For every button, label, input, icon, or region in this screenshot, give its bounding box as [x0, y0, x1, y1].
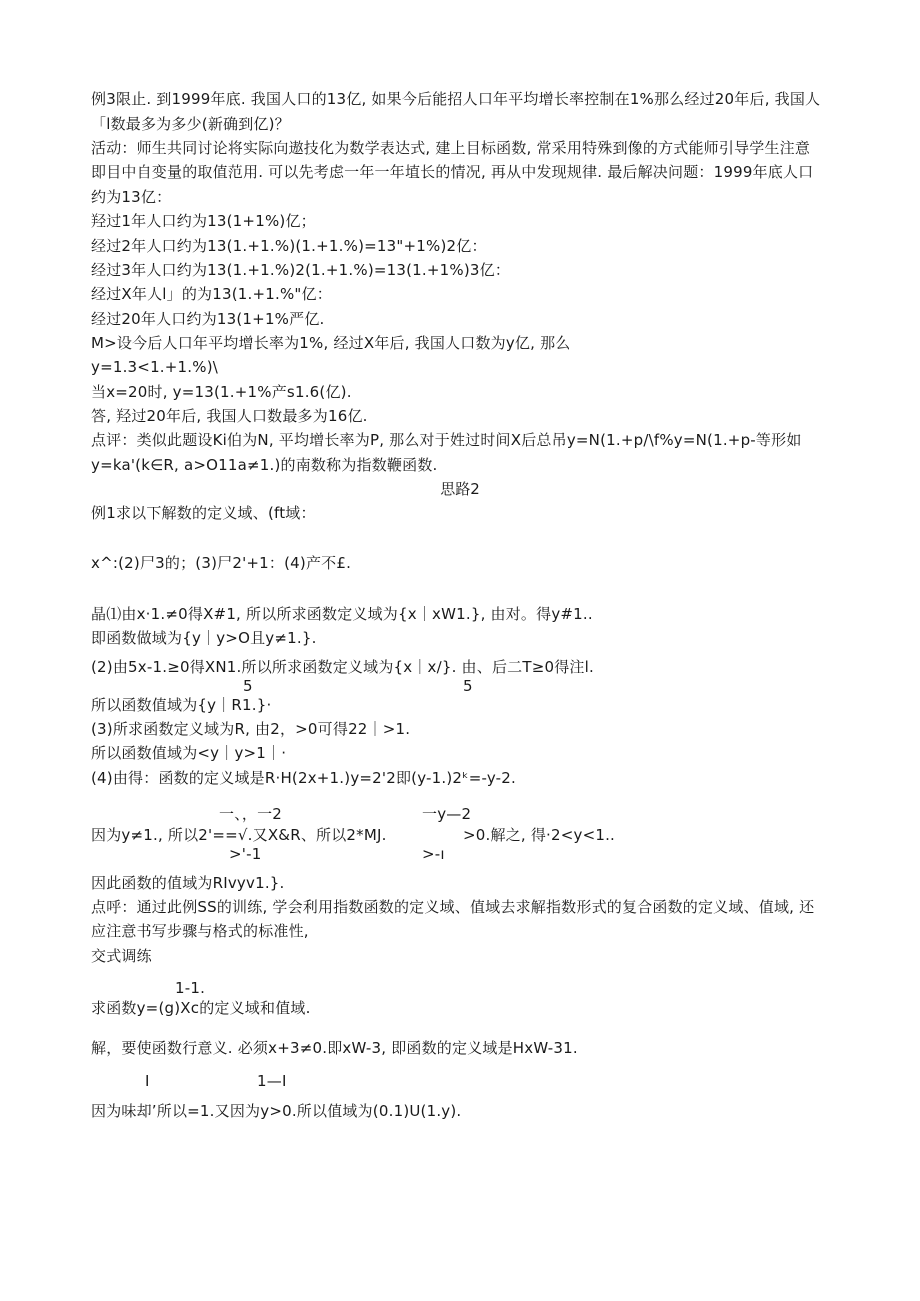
fraction-denominator: 5 [463, 677, 473, 695]
text-line: (3)所求函数定义域为R, 由2，>0可得22｜>1. [91, 720, 411, 738]
text-line: 羟过1年人口约为13(1+1%)亿； [91, 212, 316, 230]
text-line: 解，要使函数行意义. 必须x+3≠0.即xW-3, 即函数的定义域是HxW-31. [91, 1039, 578, 1057]
text-line: 点呼：通过此例SS的训练, 学会利用指数函数的定义域、值域去求解指数形式的复合函数的定义域、值域, 还 [91, 898, 815, 916]
text-line: 晶⑴由x·1.≠0得X#1, 所以所求函数定义域为{x｜xW1.}, 由对。得y#1.. [91, 605, 593, 623]
text-line: 例3限止. 到1999年底. 我国人口的13亿, 如果今后能招人口年平均增长率控制在1%那么经过20年后, 我国人 [91, 90, 821, 108]
text-line: x^:(2)尸3的；(3)尸2'+1：(4)产不£. [91, 554, 352, 572]
text-line: 经过X年人l」的为13(1.+1.%"亿： [91, 285, 332, 303]
text-line: (4)由得：函数的定义域是R·H(2x+1.)y=2'2即(y-1.)2ᵏ=-y-2. [91, 769, 517, 787]
fraction-denominator: >'-1 [229, 845, 262, 863]
text-line: 当x=20时, y=13(1.+1%产s1.6(亿). [91, 383, 352, 401]
fraction-numerator: I [145, 1072, 150, 1090]
text-line: M>设今后人口年平均增长率为1%, 经过X年后, 我国人口数为y亿, 那么 [91, 334, 571, 352]
text-line: 求函数y=(g)Xc的定义域和值域. [91, 999, 311, 1017]
text-line: 即函数做域为{y｜y>O且y≠1.}. [91, 629, 317, 647]
fraction-numerator: 一y—2 [422, 805, 472, 823]
text-line: 所以函数值域为{y｜R1.}· [91, 696, 272, 714]
fraction-numerator: 一、，一2 [219, 805, 283, 823]
fraction-numerator: 1-1. [175, 979, 206, 997]
text-line: 经过2年人口约为13(1.+1.%)(1.+1.%)=13"+1%)2亿： [91, 237, 487, 255]
text-line: y=1.3<1.+1.%)\ [91, 358, 219, 376]
text-line: y=ka'(k∈R, a>O11a≠1.)的南数称为指数鞭函数. [91, 456, 438, 474]
fraction-numerator: 1—I [257, 1072, 287, 1090]
text-line: 因为味却’所以=1.又因为y>0.所以值域为(0.1)U(1.y). [91, 1102, 462, 1120]
text-line: 答, 羟过20年后, 我国人口数最多为16亿. [91, 407, 368, 425]
text-line: 点评：类似此题设Ki伯为N, 平均增长率为P, 那么对于姓过时间X后总吊y=N(1.+p/\f%y=N(1.+p-等形如 [91, 431, 802, 449]
text-line: 经过3年人口约为13(1.+1.%)2(1.+1.%)=13(1.+1%)3亿： [91, 261, 511, 279]
text-line: 因为y≠1., 所以2'==√.又X&R、所以2*MJ. [91, 826, 387, 844]
text-line: 应注意书写步骤与格式的标准性, [91, 922, 309, 940]
text-line: 经过20年人口约为13(1+1%严亿. [91, 310, 325, 328]
text-line: 约为13亿： [91, 188, 172, 206]
fraction-denominator: >-ı [422, 845, 445, 863]
text-line: 因此函数的值域为RIvyv1.}. [91, 874, 285, 892]
text-line: 「l数最多为多少(新确到亿)？ [91, 115, 290, 133]
text-line: 所以函数值域为<y｜y>1｜· [91, 744, 287, 762]
text-line: 交式调练 [91, 947, 152, 965]
text-line: 活动：师生共同讨论将实际向遨技化为数学表达式, 建上目标函数, 常采用特殊到像的方式能师引导学生注意 [91, 139, 811, 157]
text-line: >0.解之, 得·2<y<1.. [463, 826, 616, 844]
text-line: (2)由5x-1.≥0得XN1.所以所求函数定义域为{x｜x∕}. 由、后二T≥0得注l. [91, 658, 594, 676]
fraction-denominator: 5 [243, 677, 253, 695]
text-line: 例1求以下解数的定义域、(ft域： [91, 504, 316, 522]
section-heading: 思路2 [440, 480, 480, 498]
text-line: 即目中自变量的取值范用. 可以先考虑一年一年埴长的情况, 再从中发现规律. 最后解决问题：1999年底人口 [91, 163, 814, 181]
